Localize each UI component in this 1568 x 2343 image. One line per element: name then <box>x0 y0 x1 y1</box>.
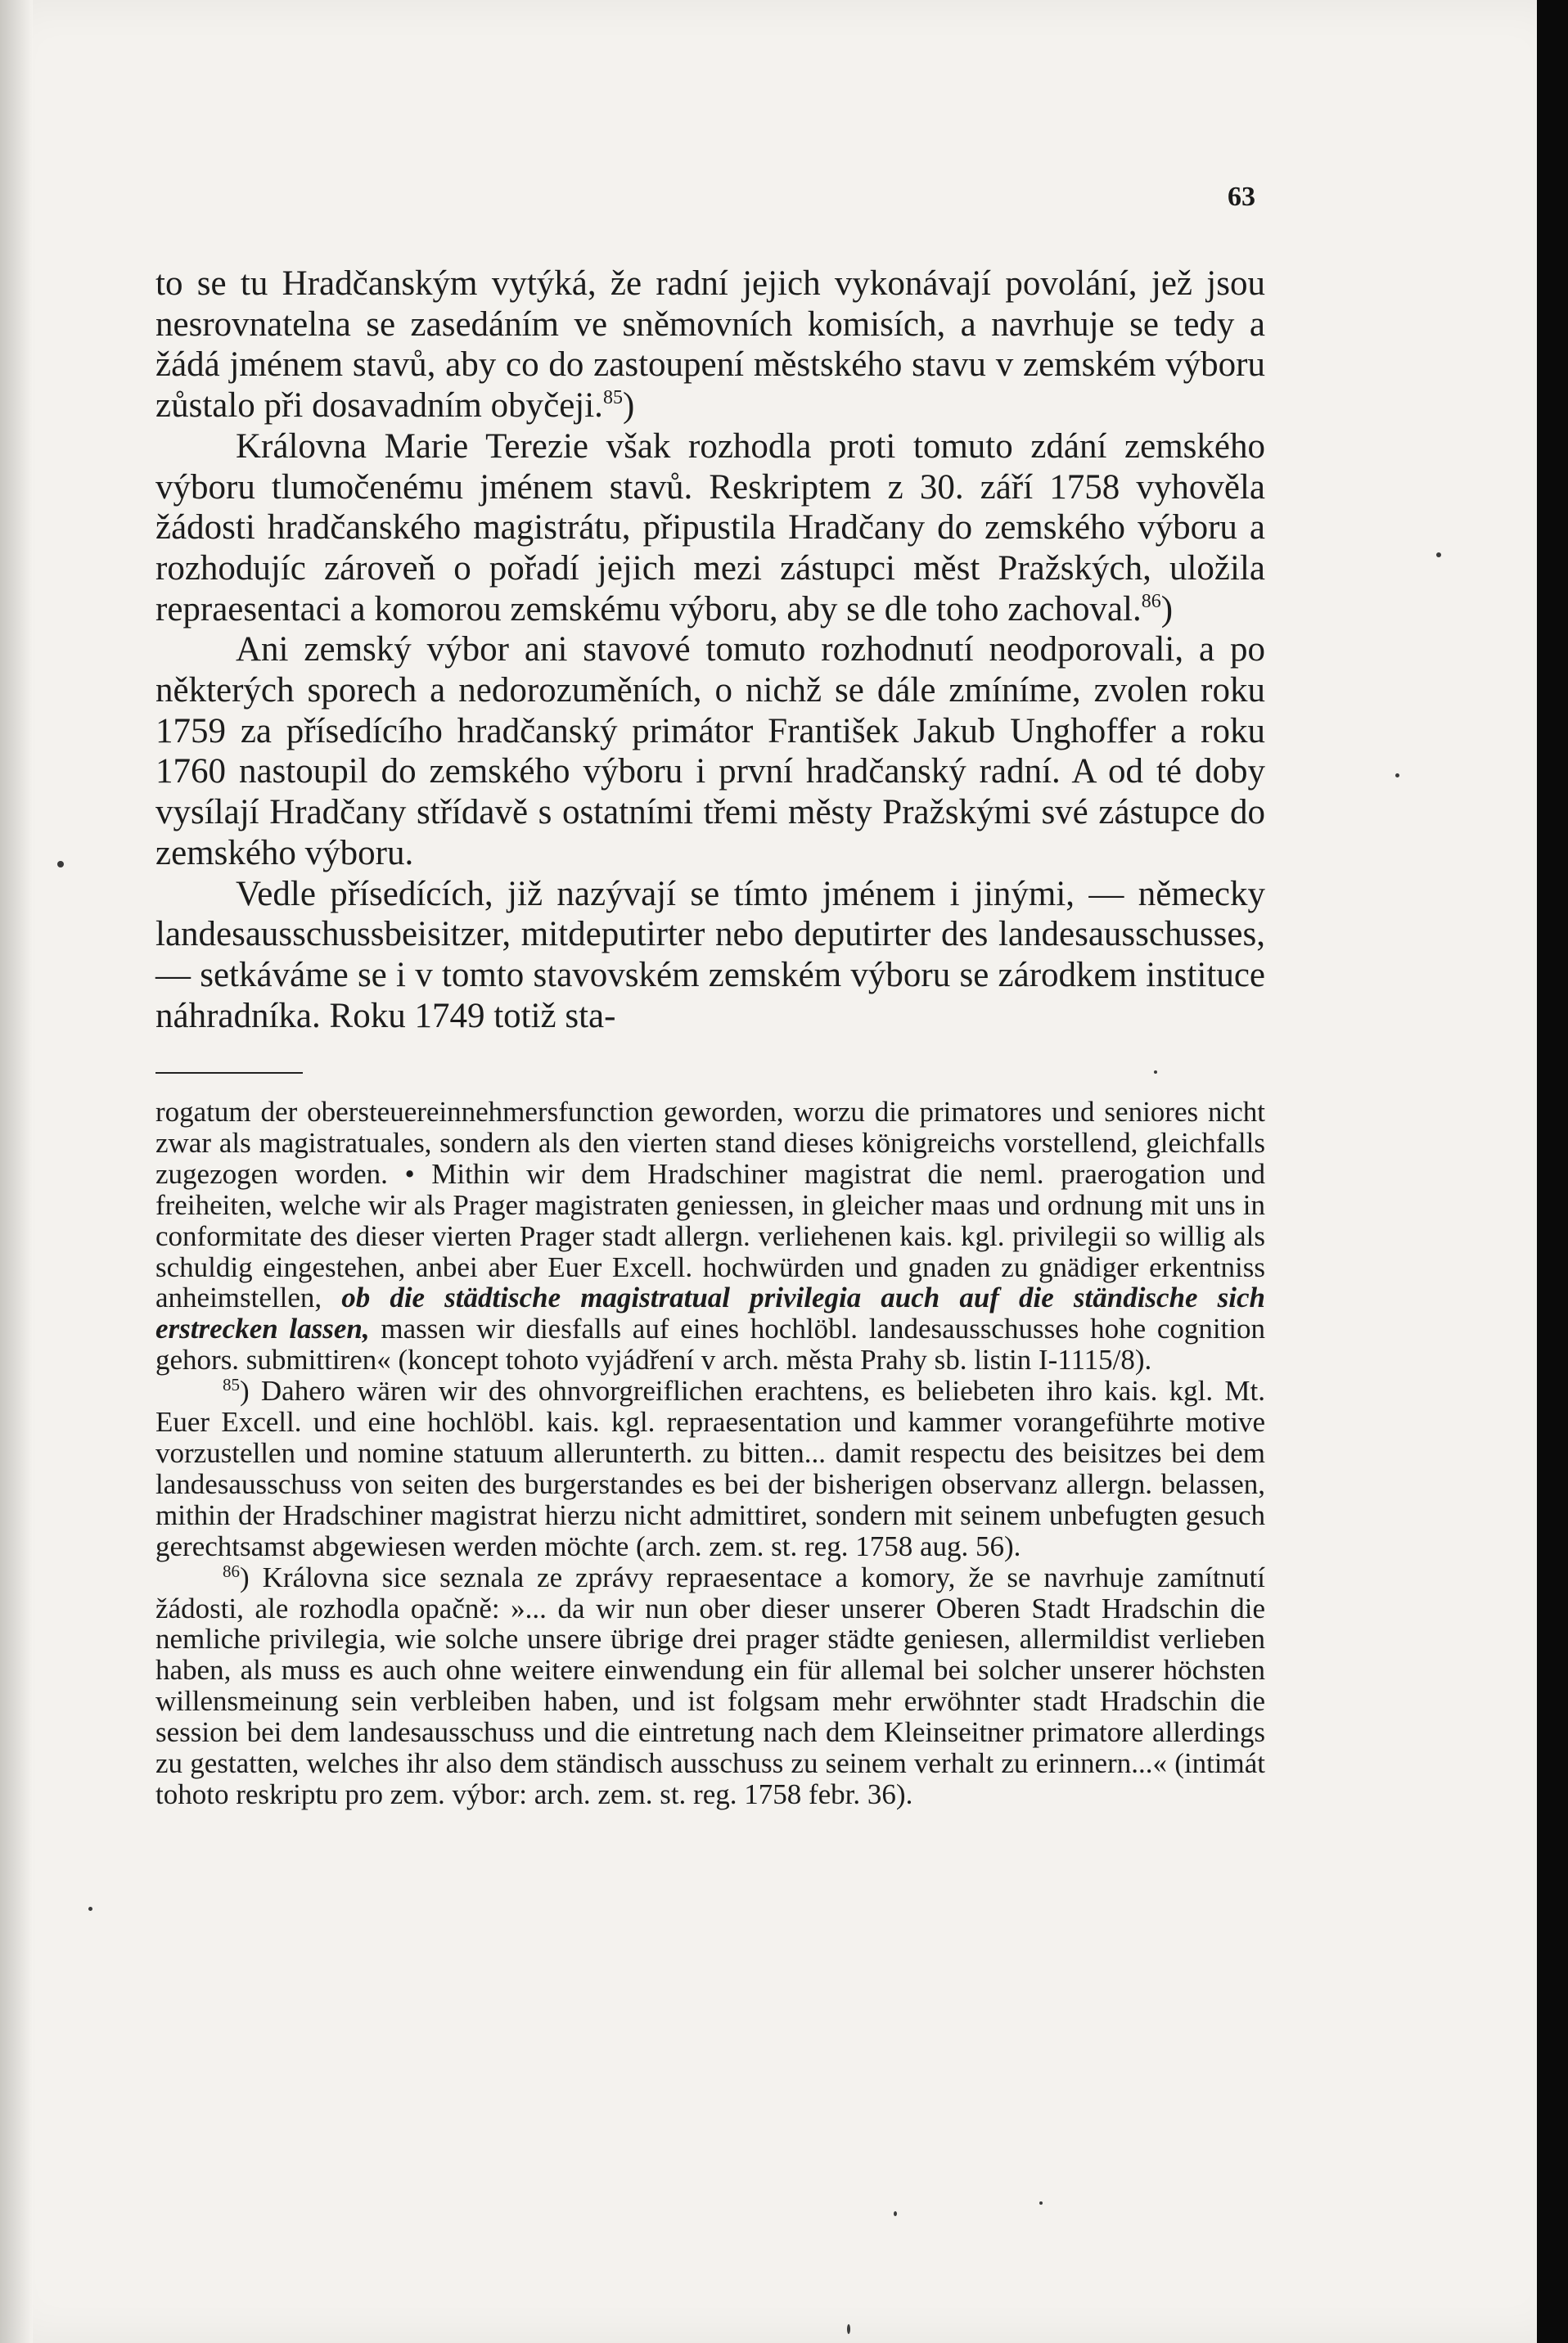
footnote-86: $^{86}$) Královna sice seznala ze zprávy repraesentace a komory, že se navrhuje zamítnutí žádosti, ale rozhodla opačně: »... da wir nun ober dieser unserer Oberen Stadt Hradschin die nemliche privilegia, wie solche unsere übrige drei prager städte geniesen, allermildist verlieben haben, als muss es auch ohne weitere einwendung ein für allemal bei solcher unserer höchsten willensmeinung sein verbleiben haben, und ist folgsam mehr erwöhnter stadt Hradschin die session bei dem landesausschuss und die eintretung nach dem Kleinseitner primatore allerdings zu gestatten, welches ihr also dem ständisch ausschuss zu seinem verhalt zu erinnern...« (intimát tohoto reskriptu pro zem. výbor: arch. zem. st. reg. 1758 febr. 36). <box>155 1561 1266 1810</box>
main-text <box>155 264 1265 1036</box>
scan-speck <box>88 1907 92 1911</box>
scan-speck <box>1154 1070 1157 1074</box>
footnote-marker-85: 85 <box>223 1375 240 1395</box>
paragraph-3: Ani zemský výbor ani stavové tomuto rozhodnutí neodporovali, a po některých sporech a nedorozuměních, o nichž se dále zmíníme, zvolen roku 1759 za přísedícího hradčanský primátor František Jakub Unghoffer a roku 1760 nastoupil do zemského výboru i první hradčanský radní. A od té doby vysílají Hradčany střídavě s ostatními třemi městy Pražskými své zástupce do zemského výboru. <box>155 630 1265 872</box>
footnotes <box>155 1097 1265 1810</box>
footnote-continued: rogatum der obersteuereinnehmersfunction geworden, worzu die primatores und seniores nicht zwar als magistratuales, sondern als den vierten stand dieses königreichs vorstellend, gleichfalls zugezogen worden. • Mithin wir dem Hradschiner magistrat die neml. praerogation und freiheiten, welche wir als Prager magistraten geniessen, in gleicher maas und ordnung mit uns in conformitate des dieser vierten Prager stadt allergn. verliehenen kais. kgl. privilegii so willig als schuldig eingestehen, anbei aber Euer Excell. hochwürden und gnaden zu gnädiger erkentniss anheimstellen, ob die städtische magistratual privilegia auch auf die ständische sich erstrecken lassen, massen wir diesfalls auf eines hochlöbl. landesausschusses hohe cognition gehors. submittiren« (koncept tohoto vyjádření v arch. města Prahy sb. listin I-1115/8). <box>155 1096 1266 1377</box>
scan-speck <box>1436 552 1441 557</box>
page-gutter-shade <box>0 0 33 2343</box>
scan-speck <box>894 2211 897 2216</box>
footnote-85: $^{85}$) Dahero wären wir des ohnvorgreiflichen erachtens, es beliebeten ihro kais. kgl. Mt. Euer Excell. und eine hochlöbl. kais. kgl. repraesentation und kammer vorangeführte motive vorzustellen und nomine statuum allerunterth. zu bitten... damit respectu des beisitzes bei dem landesausschuss von seiten des burgerstandes es bei der bisherigen observanz allergn. belassen, mithin der Hradschiner magistrat hierzu nicht admittiret, sondern mit seinem unbefugten gesuch gerechtsamst abgewiesen werden möchte (arch. zem. st. reg. 1758 aug. 56). <box>155 1375 1265 1562</box>
footnote-ref-85: 85 <box>602 387 623 409</box>
footnote-separator <box>155 1072 303 1074</box>
paragraph-1: to se tu Hradčanským vytýká, že radní jejich vykonávají povolání, jež jsou nesrovnatelna se zasedáním ve sněmovních komisích, a navrhuje se tedy a žádá jménem stavů, aby co do zastoupení městského stavu v zemském výboru zůstalo při dosavadním obyčeji.$^{85}$) <box>155 264 1265 426</box>
scan-border <box>1537 0 1568 2343</box>
page-number: 63 <box>1228 182 1255 212</box>
footnote-ref-86: 86 <box>1141 590 1161 612</box>
footnote-marker-86: 86 <box>223 1561 240 1581</box>
scan-speck <box>1039 2201 1043 2205</box>
paragraph-4: Vedle přísedících, již nazývají se tímto jménem i jinými, — německy landesausschussbeisitzer, mitdeputirter nebo deputirter des landesausschusses, — setkáváme se i v tomto stavovském zemském výboru se zárodkem instituce náhradníka. Roku 1749 totiž sta- <box>155 874 1265 1035</box>
paragraph-2: Královna Marie Terezie však rozhodla proti tomuto zdání zemského výboru tlumočenému jménem stavů. Reskriptem z 30. září 1758 vyhověla žádosti hradčanského magistrátu, připustila Hradčany do zemského výboru a rozhodujíc zároveň o pořadí jejich mezi zástupci měst Pražských, uložila repraesentaci a komorou zemskému výboru, aby se dle toho zachoval.$^{86}$) <box>155 426 1265 629</box>
scan-speck <box>847 2324 850 2334</box>
scan-speck <box>1395 773 1399 777</box>
scan-speck <box>57 861 64 867</box>
